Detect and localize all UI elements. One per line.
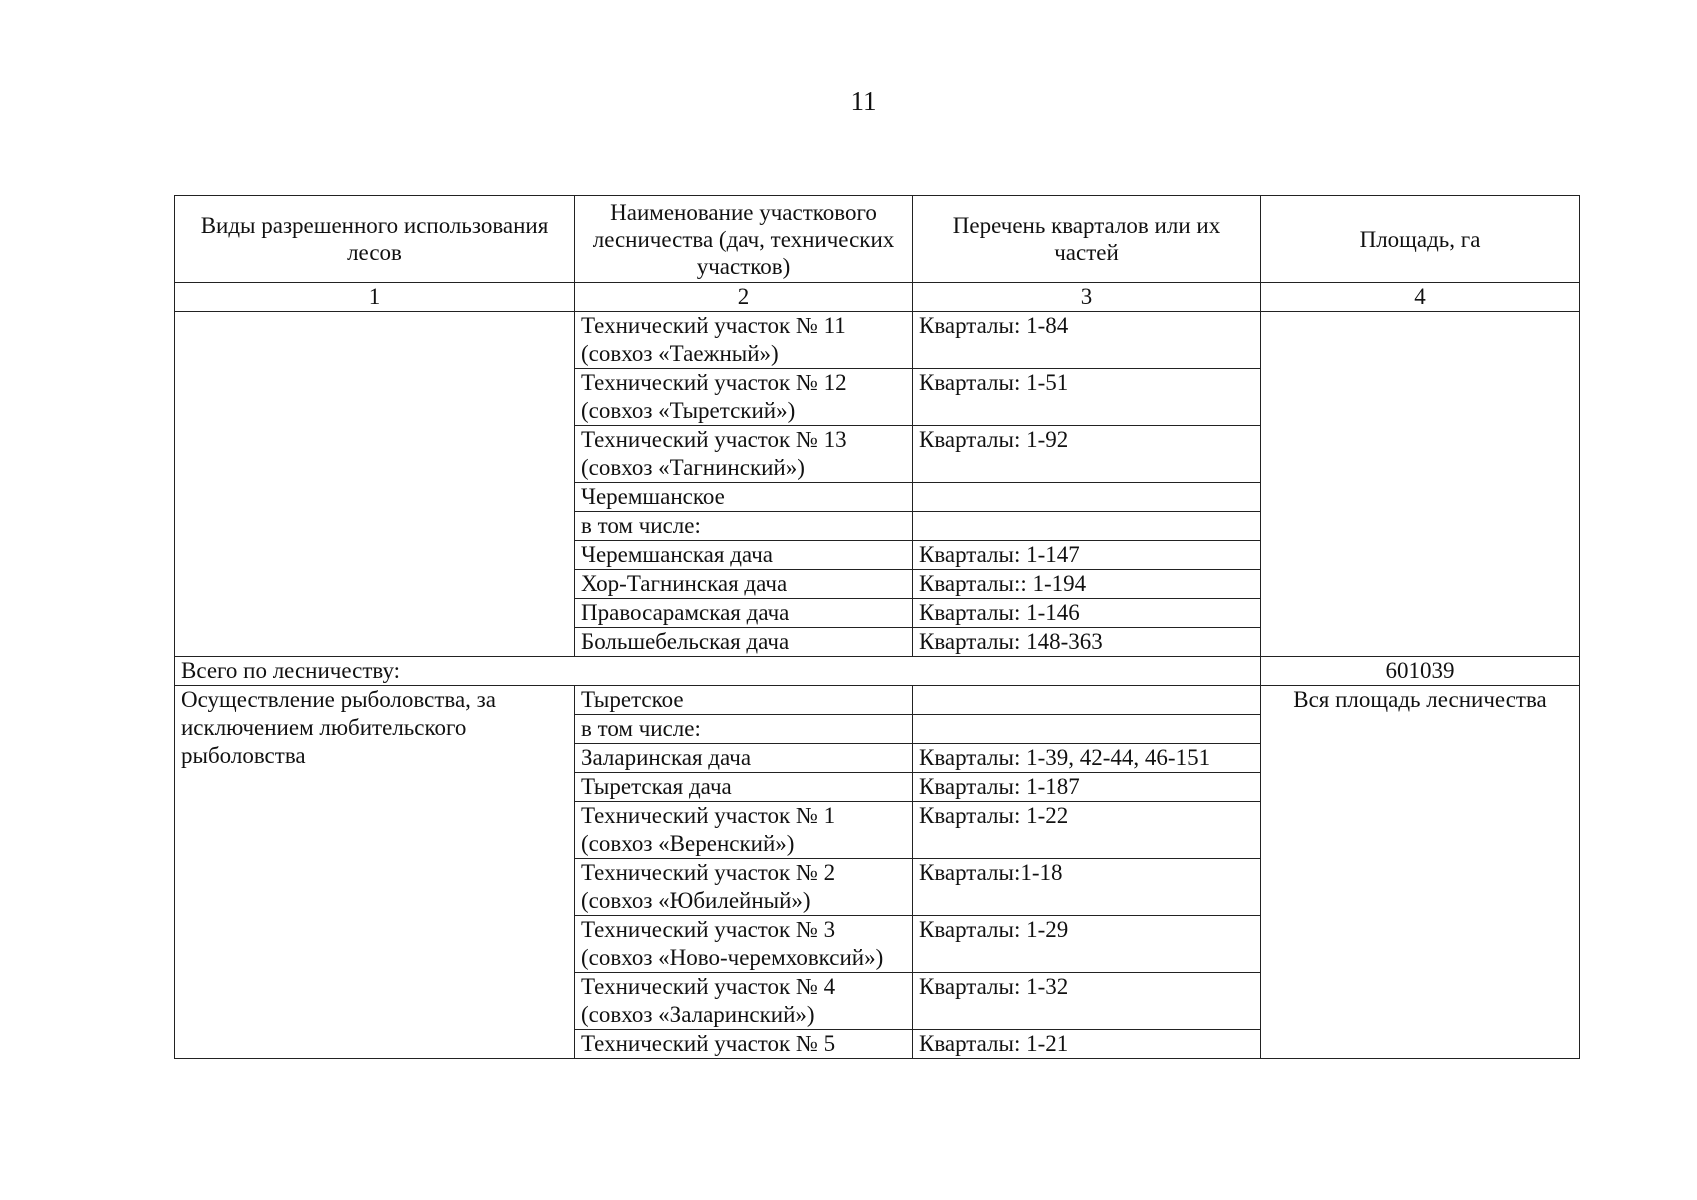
forestry-name-cell: Хор-Тагнинская дача [575,570,913,599]
column-number: 4 [1261,283,1580,312]
quarters-cell: Кварталы: 1-146 [913,599,1261,628]
forestry-name-cell: Технический участок № 11 (совхоз «Таежный») [575,312,913,369]
column-number: 1 [175,283,575,312]
forestry-name-cell: Технический участок № 3 (совхоз «Ново-черемховксий») [575,916,913,973]
forestry-name-cell: Технический участок № 2 (совхоз «Юбилейный») [575,859,913,916]
quarters-cell: Кварталы: 1-21 [913,1030,1261,1059]
page-number: 11 [850,86,877,116]
table-header-row [175,196,1580,283]
forestry-name-cell: в том числе: [575,512,913,541]
quarters-cell: Кварталы: 1-22 [913,802,1261,859]
forestry-name-cell: Правосарамская дача [575,599,913,628]
header-forestry-name: Наименование участкового лесничества (дач, технических участков) [575,196,913,283]
forest-use-table [174,195,1580,1059]
quarters-cell: Кварталы: 1-51 [913,369,1261,426]
total-area-value: 601039 [1261,657,1580,686]
column-number-row [175,283,1580,312]
forestry-name-cell: Технический участок № 12 (совхоз «Тыретский») [575,369,913,426]
quarters-cell [913,483,1261,512]
quarters-cell [913,686,1261,715]
area-cell-empty [1261,312,1580,657]
quarters-cell: Кварталы:: 1-194 [913,570,1261,599]
quarters-cell: Кварталы: 1-187 [913,773,1261,802]
quarters-cell: Кварталы: 1-32 [913,973,1261,1030]
table-row [175,312,1580,369]
quarters-cell [913,715,1261,744]
table-row [175,686,1580,715]
use-type-cell: Осуществление рыболовства, за исключением любительского рыболовства [175,686,575,1059]
header-quarters: Перечень кварталов или их частей [913,196,1261,283]
forestry-name-cell: Большебельская дача [575,628,913,657]
column-number: 3 [913,283,1261,312]
forestry-name-cell: Технический участок № 1 (совхоз «Веренский») [575,802,913,859]
forestry-title-cell: Тыретское [575,686,913,715]
use-type-cell-empty [175,312,575,657]
area-cell: Вся площадь лесничества [1261,686,1580,1059]
forestry-title-cell: Черемшанское [575,483,913,512]
quarters-cell: Кварталы: 1-92 [913,426,1261,483]
forestry-name-cell: в том числе: [575,715,913,744]
quarters-cell: Кварталы: 1-84 [913,312,1261,369]
forestry-name-cell: Тыретская дача [575,773,913,802]
total-label: Всего по лесничеству: [175,657,1261,686]
quarters-cell [913,512,1261,541]
forestry-name-cell: Заларинская дача [575,744,913,773]
forestry-name-cell: Технический участок № 4 (совхоз «Заларинский») [575,973,913,1030]
header-use-type: Виды разрешенного использования лесов [175,196,575,283]
column-number: 2 [575,283,913,312]
forestry-name-cell: Технический участок № 5 [575,1030,913,1059]
quarters-cell: Кварталы: 148-363 [913,628,1261,657]
quarters-cell: Кварталы: 1-29 [913,916,1261,973]
forestry-name-cell: Черемшанская дача [575,541,913,570]
total-row [175,657,1580,686]
quarters-cell: Кварталы: 1-39, 42-44, 46-151 [913,744,1261,773]
header-area: Площадь, га [1261,196,1580,283]
quarters-cell: Кварталы:1-18 [913,859,1261,916]
forestry-name-cell: Технический участок № 13 (совхоз «Тагнинский») [575,426,913,483]
quarters-cell: Кварталы: 1-147 [913,541,1261,570]
